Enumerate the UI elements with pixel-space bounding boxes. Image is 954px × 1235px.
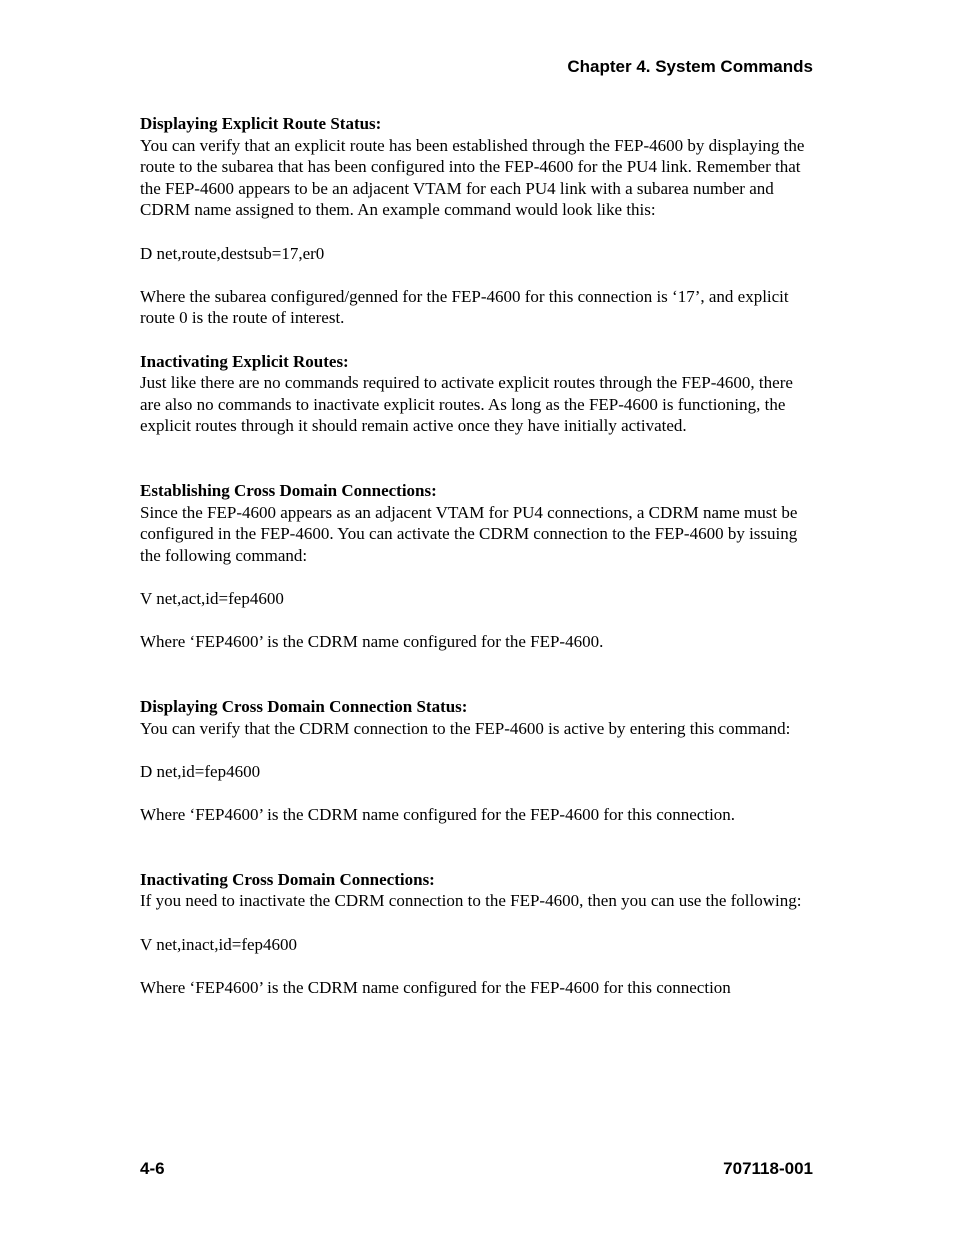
section-heading: Displaying Explicit Route Status: <box>140 114 382 133</box>
command-example: D net,id=fep4600 <box>140 761 261 781</box>
section-establishing-cross-domain-connections <box>140 480 816 653</box>
document-number: 707118-001 <box>723 1159 813 1178</box>
section-displaying-explicit-route-status <box>140 113 816 329</box>
section-inactivating-explicit-routes <box>140 351 816 437</box>
section-heading: Displaying Cross Domain Connection Status: <box>140 697 468 717</box>
page-body <box>140 113 816 998</box>
section-note: Where ‘FEP4600’ is the CDRM name configured for the FEP-4600 for this connection. <box>140 805 736 824</box>
page-number: 4-6 <box>140 1159 165 1178</box>
command-example: D net,route,destsub=17,er0 <box>140 243 325 263</box>
section-heading: Establishing Cross Domain Connections: <box>140 481 437 501</box>
section-intro: Just like there are no commands required to activate explicit routes through the FEP-4600, there are also no commands to inactivate explicit routes. As long as the FEP-4600 is functioning, the explicit routes through it should remain active once they have initially activated. <box>140 373 793 436</box>
command-example: V net,inact,id=fep4600 <box>140 934 298 954</box>
section-intro: You can verify that an explicit route has been established through the FEP-4600 by displaying the route to the subarea that has been configured into the FEP-4600 for the PU4 link. Remember that the FEP-4600 appears to be an adjacent VTAM for each PU4 link with a subarea number and CDRM name assigned to them. An example command would look like this: <box>140 135 805 220</box>
section-note: Where ‘FEP4600’ is the CDRM name configured for the FEP-4600 for this connection <box>140 977 731 997</box>
chapter-header: Chapter 4. System Commands <box>567 57 813 76</box>
section-intro: You can verify that the CDRM connection to the FEP-4600 is active by entering this command: <box>140 718 791 738</box>
section-intro: Since the FEP-4600 appears as an adjacent VTAM for PU4 connections, a CDRM name must be configured in the FEP-4600. You can activate the CDRM connection to the FEP-4600 by issuing the following command: <box>140 502 798 565</box>
section-inactivating-cross-domain-connections <box>140 869 816 999</box>
section-intro: If you need to inactivate the CDRM connection to the FEP-4600, then you can use the following: <box>140 891 802 911</box>
section-note: Where the subarea configured/genned for the FEP-4600 for this connection is ‘17’, and explicit route 0 is the route of interest. <box>140 286 789 328</box>
section-heading: Inactivating Cross Domain Connections: <box>140 869 435 889</box>
command-example: V net,act,id=fep4600 <box>140 589 284 609</box>
section-note: Where ‘FEP4600’ is the CDRM name configured for the FEP-4600. <box>140 632 604 652</box>
section-heading: Inactivating Explicit Routes: <box>140 351 349 371</box>
section-displaying-cross-domain-connection-status <box>140 696 816 826</box>
